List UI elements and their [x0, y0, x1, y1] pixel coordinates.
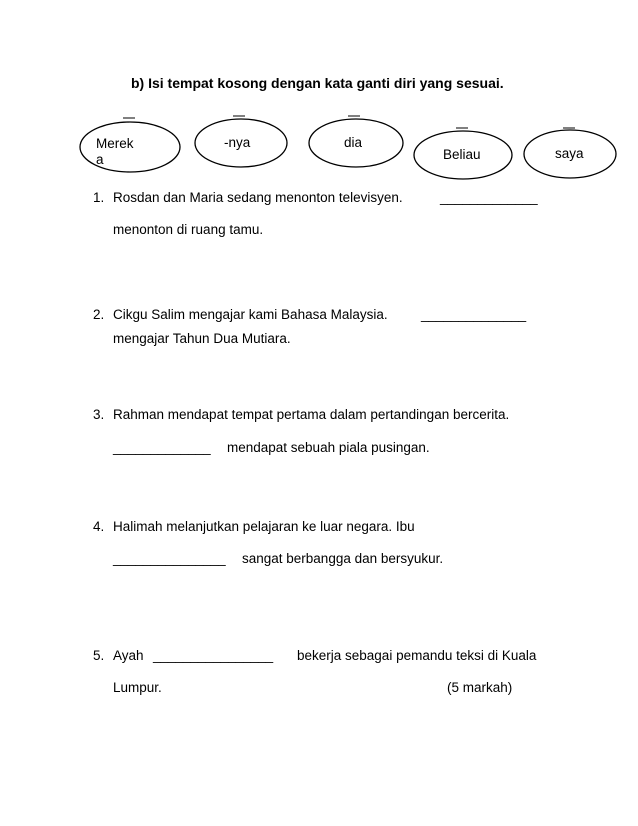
word-dia: dia — [344, 135, 363, 150]
question-1-blank[interactable]: _____________ — [440, 190, 538, 205]
question-5-number: 5. — [93, 648, 105, 663]
question-2-blank[interactable]: ______________ — [421, 307, 527, 322]
question-3-text: Rahman mendapat tempat pertama dalam pertandingan bercerita. — [113, 407, 510, 422]
total-marks: (5 markah) — [447, 680, 513, 695]
instruction-heading: b) Isi tempat kosong dengan kata ganti diri yang sesuai. — [131, 75, 504, 91]
question-1-number: 1. — [93, 190, 105, 205]
word-saya: saya — [555, 146, 584, 161]
question-4-text: Halimah melanjutkan pelajaran ke luar negara. Ibu — [113, 519, 415, 534]
question-4-blank[interactable]: _______________ — [113, 551, 226, 566]
question-2-number: 2. — [93, 307, 105, 322]
question-3-blank[interactable]: _____________ — [113, 440, 211, 455]
question-5-text-end: bekerja sebagai pemandu teksi di Kuala — [297, 648, 537, 663]
question-5-text-start: Ayah — [113, 648, 144, 663]
question-5-blank[interactable]: ________________ — [153, 648, 274, 663]
question-3-number: 3. — [93, 407, 105, 422]
question-4-number: 4. — [93, 519, 105, 534]
question-2-text: Cikgu Salim mengajar kami Bahasa Malaysia. — [113, 307, 388, 322]
word-beliau: Beliau — [443, 147, 481, 162]
word-nya: -nya — [224, 135, 251, 150]
word-mereka-part2: a — [96, 152, 104, 167]
question-4-continuation: sangat berbangga dan bersyukur. — [242, 551, 444, 566]
question-1-continuation: menonton di ruang tamu. — [113, 222, 264, 237]
word-mereka-part1: Merek — [96, 136, 134, 151]
question-1-text: Rosdan dan Maria sedang menonton televisyen. — [113, 190, 403, 205]
question-5-continuation: Lumpur. — [113, 680, 162, 695]
question-2-continuation: mengajar Tahun Dua Mutiara. — [113, 331, 291, 346]
question-3-continuation: mendapat sebuah piala pusingan. — [227, 440, 430, 455]
word-mereka — [96, 136, 134, 168]
